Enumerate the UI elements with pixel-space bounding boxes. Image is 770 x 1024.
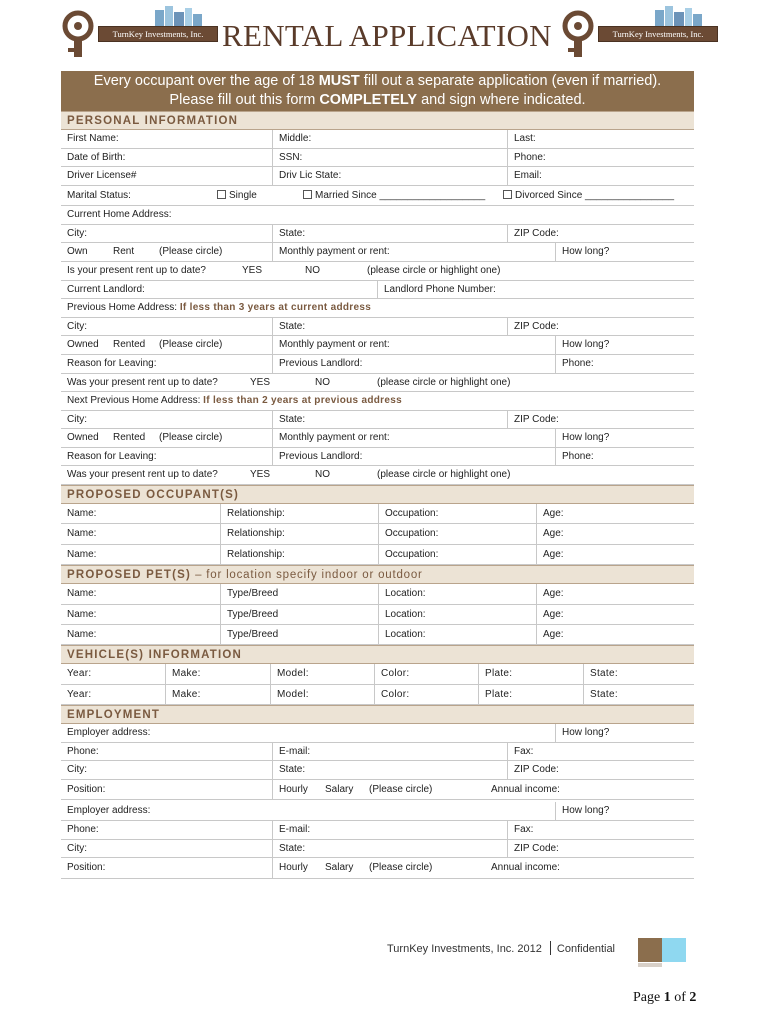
employment-how-long-field[interactable]: How long? (555, 802, 694, 820)
employer-city-row (61, 761, 694, 780)
annual-income-field[interactable]: Annual income: (491, 862, 560, 874)
current-address-field[interactable]: Current Home Address: (67, 209, 172, 221)
employer-state-field[interactable]: State: (272, 761, 507, 779)
vehicle-year-field[interactable]: Year: (67, 668, 92, 680)
vehicle-row (61, 685, 694, 705)
yes-option[interactable]: YES (250, 376, 271, 388)
application-form (61, 111, 694, 879)
please-circle-note: (Please circle) (369, 862, 433, 874)
owned-option[interactable]: Owned (67, 432, 99, 444)
pet-location-field[interactable]: Location: (378, 625, 536, 644)
phone-field[interactable]: Phone: (507, 149, 694, 167)
rent-uptodate-row (61, 262, 694, 281)
was-uptodate-label: Was your present rent up to date? (67, 469, 218, 481)
position-field[interactable]: Position: (67, 783, 106, 795)
state-field[interactable]: State: (272, 225, 507, 243)
owned-rented-row (61, 336, 694, 355)
was-uptodate-row (61, 466, 694, 485)
how-long-field[interactable]: How long? (555, 243, 694, 261)
annual-income-field[interactable]: Annual income: (491, 783, 560, 795)
first-name-field[interactable]: First Name: (67, 133, 119, 144)
employer-zip-field[interactable]: ZIP Code: (507, 761, 694, 779)
occupant-name-field[interactable]: Name: (67, 548, 97, 560)
position-row (61, 858, 694, 878)
occupant-age-field[interactable]: Age: (536, 504, 694, 523)
employer-phone-row (61, 743, 694, 762)
salary-option[interactable]: Salary (325, 783, 354, 795)
occupant-name-field[interactable]: Name: (67, 508, 97, 520)
footer-divider (550, 941, 551, 955)
city-field[interactable]: City: (67, 227, 87, 239)
employment-how-long-field[interactable]: How long? (555, 724, 694, 742)
owned-option[interactable]: Owned (67, 339, 99, 351)
own-option[interactable]: Own (67, 246, 88, 258)
dob-row (61, 149, 694, 168)
middle-name-field[interactable]: Middle: (272, 130, 507, 148)
position-row (61, 780, 694, 800)
occupant-relationship-field[interactable]: Relationship: (220, 524, 378, 543)
checkbox-icon[interactable] (217, 190, 226, 199)
vehicle-plate-field[interactable]: Plate: (478, 664, 583, 683)
employer-email-field[interactable]: E-mail: (272, 743, 507, 761)
previous-landlord-field[interactable]: Previous Landlord: (272, 355, 555, 373)
vehicle-color-field[interactable]: Color: (374, 685, 478, 704)
section-proposed-occupants: PROPOSED OCCUPANT(S) (61, 485, 694, 504)
please-circle-note: (Please circle) (159, 246, 223, 258)
current-city-row (61, 225, 694, 244)
pet-age-field[interactable]: Age: (536, 605, 694, 624)
footer-accent-square (662, 938, 686, 962)
next-previous-city-row (61, 411, 694, 430)
yes-option[interactable]: YES (242, 264, 263, 276)
pet-name-field[interactable]: Name: (67, 629, 97, 641)
pet-type-field[interactable]: Type/Breed (220, 605, 378, 624)
employer-address-field[interactable]: Employer address: (67, 727, 151, 739)
city-field[interactable]: City: (67, 320, 87, 332)
employer-city-row (61, 840, 694, 859)
salary-option[interactable]: Salary (325, 862, 354, 874)
previous-city-row (61, 318, 694, 337)
footer-company: TurnKey Investments, Inc. 2012 (387, 943, 542, 955)
monthly-payment-field[interactable]: Monthly payment or rent: (272, 336, 555, 354)
logo-text: TurnKey Investments, Inc. (598, 26, 718, 42)
employer-address-row (61, 724, 694, 743)
ssn-field[interactable]: SSN: (272, 149, 507, 167)
email-field[interactable]: Email: (507, 167, 694, 185)
state-field[interactable]: State: (272, 411, 507, 429)
state-field[interactable]: State: (272, 318, 507, 336)
page-title: RENTAL APPLICATION (222, 18, 552, 53)
employer-city-field[interactable]: City: (67, 764, 87, 776)
reason-field[interactable]: Reason for Leaving: (67, 357, 157, 369)
employer-address-row (61, 802, 694, 821)
employer-zip-field[interactable]: ZIP Code: (507, 840, 694, 858)
checkbox-icon[interactable] (303, 190, 312, 199)
reason-row (61, 448, 694, 467)
pet-age-field[interactable]: Age: (536, 584, 694, 603)
section-vehicles: VEHICLE(S) INFORMATION (61, 645, 694, 664)
company-logo-right (560, 4, 720, 60)
previous-landlord-field[interactable]: Previous Landlord: (272, 448, 555, 466)
pet-type-field[interactable]: Type/Breed (220, 625, 378, 644)
yes-option[interactable]: YES (250, 469, 271, 481)
license-field[interactable]: Driver License# (67, 170, 137, 182)
page-number: Page 1 of 2 (633, 990, 697, 1005)
married-option[interactable]: Married Since ___________________ (297, 186, 485, 205)
zip-field[interactable]: ZIP Code: (507, 225, 694, 243)
pet-type-field[interactable]: Type/Breed (220, 584, 378, 603)
dob-field[interactable]: Date of Birth: (67, 151, 126, 163)
vehicle-plate-field[interactable]: Plate: (478, 685, 583, 704)
marital-row (61, 186, 694, 206)
vehicle-model-field[interactable]: Model: (270, 685, 374, 704)
instructions-banner: Every occupant over the age of 18 MUST fill out a separate application (even if married). Please fill out this form COMPLETELY and sign where indicated. (61, 71, 694, 111)
vehicle-color-field[interactable]: Color: (374, 664, 478, 683)
section-employment: EMPLOYMENT (61, 705, 694, 724)
employer-phone-field[interactable]: Phone: (67, 823, 99, 835)
vehicle-year-field[interactable]: Year: (67, 688, 92, 700)
circle-highlight-note: (please circle or highlight one) (377, 469, 511, 481)
occupant-occupation-field[interactable]: Occupation: (378, 524, 536, 543)
landlord-phone-field[interactable]: Phone: (555, 355, 694, 373)
next-previous-address-field[interactable]: Next Previous Home Address: If less than 2 years at previous address (67, 395, 402, 407)
monthly-payment-field[interactable]: Monthly payment or rent: (272, 243, 555, 261)
occupant-age-field[interactable]: Age: (536, 545, 694, 564)
rent-option[interactable]: Rent (113, 246, 135, 258)
occupant-occupation-field[interactable]: Occupation: (378, 545, 536, 564)
position-field[interactable]: Position: (67, 862, 106, 874)
was-uptodate-label: Was your present rent up to date? (67, 376, 218, 388)
section-proposed-pets: PROPOSED PET(S) – for location specify indoor or outdoor (61, 565, 694, 584)
vehicle-row (61, 664, 694, 684)
marital-label: Marital Status: (67, 189, 131, 201)
pet-row (61, 625, 694, 645)
pet-row (61, 605, 694, 625)
employer-fax-field[interactable]: Fax: (507, 821, 694, 839)
no-option[interactable]: NO (315, 469, 330, 481)
section-personal-information: PERSONAL INFORMATION (61, 111, 694, 130)
pet-name-field[interactable]: Name: (67, 608, 97, 620)
employer-address-field[interactable]: Employer address: (67, 805, 151, 817)
hourly-option[interactable]: Hourly (272, 858, 308, 877)
no-option[interactable]: NO (315, 376, 330, 388)
pet-location-field[interactable]: Location: (378, 584, 536, 603)
pet-row (61, 584, 694, 604)
vehicle-state-field[interactable]: State: (583, 664, 694, 683)
occupant-relationship-field[interactable]: Relationship: (220, 545, 378, 564)
occupant-name-field[interactable]: Name: (67, 528, 97, 540)
pet-location-field[interactable]: Location: (378, 605, 536, 624)
how-long-field[interactable]: How long? (555, 336, 694, 354)
occupant-age-field[interactable]: Age: (536, 524, 694, 543)
previous-address-field[interactable]: Previous Home Address: If less than 3 years at current address (67, 302, 372, 314)
vehicle-state-field[interactable]: State: (583, 685, 694, 704)
employer-phone-row (61, 821, 694, 840)
was-uptodate-row (61, 374, 694, 393)
name-row (61, 130, 694, 149)
vehicle-model-field[interactable]: Model: (270, 664, 374, 683)
please-circle-note: (Please circle) (369, 783, 433, 795)
employer-city-field[interactable]: City: (67, 842, 87, 854)
vehicle-make-field[interactable]: Make: (165, 664, 270, 683)
employer-email-field[interactable]: E-mail: (272, 821, 507, 839)
own-rent-row (61, 243, 694, 262)
divorced-option[interactable]: Divorced Since ________________ (497, 186, 674, 205)
last-name-field[interactable]: Last: (507, 130, 694, 148)
circle-highlight-note: (please circle or highlight one) (377, 376, 511, 388)
license-state-field[interactable]: Driv Lic State: (272, 167, 507, 185)
pet-age-field[interactable]: Age: (536, 625, 694, 644)
occupant-row (61, 545, 694, 565)
city-field[interactable]: City: (67, 413, 87, 425)
occupant-occupation-field[interactable]: Occupation: (378, 504, 536, 523)
occupant-row (61, 504, 694, 524)
current-address-row (61, 206, 694, 225)
reason-row (61, 355, 694, 374)
zip-field[interactable]: ZIP Code: (507, 411, 694, 429)
logo-text: TurnKey Investments, Inc. (98, 26, 218, 42)
current-landlord-field[interactable]: Current Landlord: (67, 283, 145, 295)
rented-option[interactable]: Rented (113, 432, 146, 444)
occupant-row (61, 524, 694, 544)
footer-brand-square (638, 938, 662, 962)
previous-address-row (61, 299, 694, 318)
how-long-field[interactable]: How long? (555, 429, 694, 447)
company-logo-left (60, 4, 220, 60)
footer-square-shadow (638, 963, 662, 967)
monthly-payment-field[interactable]: Monthly payment or rent: (272, 429, 555, 447)
pet-name-field[interactable]: Name: (67, 588, 97, 600)
footer (387, 941, 615, 955)
employer-state-field[interactable]: State: (272, 840, 507, 858)
hourly-option[interactable]: Hourly (272, 780, 308, 799)
landlord-row (61, 281, 694, 300)
circle-highlight-note: (please circle or highlight one) (367, 264, 501, 276)
reason-field[interactable]: Reason for Leaving: (67, 450, 157, 462)
single-option[interactable]: Single (211, 186, 257, 205)
please-circle-note: (Please circle) (159, 339, 223, 351)
owned-rented-row (61, 429, 694, 448)
employer-fax-field[interactable]: Fax: (507, 743, 694, 761)
zip-field[interactable]: ZIP Code: (507, 318, 694, 336)
employer-phone-field[interactable]: Phone: (67, 745, 99, 757)
license-row (61, 167, 694, 186)
vehicle-make-field[interactable]: Make: (165, 685, 270, 704)
rent-uptodate-label: Is your present rent up to date? (67, 264, 206, 276)
next-previous-address-row (61, 392, 694, 411)
checkbox-icon[interactable] (503, 190, 512, 199)
landlord-phone-field[interactable]: Phone: (555, 448, 694, 466)
rented-option[interactable]: Rented (113, 339, 146, 351)
occupant-relationship-field[interactable]: Relationship: (220, 504, 378, 523)
footer-confidential: Confidential (556, 943, 615, 955)
please-circle-note: (Please circle) (159, 432, 223, 444)
landlord-phone-field[interactable]: Landlord Phone Number: (377, 281, 694, 299)
no-option[interactable]: NO (305, 264, 320, 276)
